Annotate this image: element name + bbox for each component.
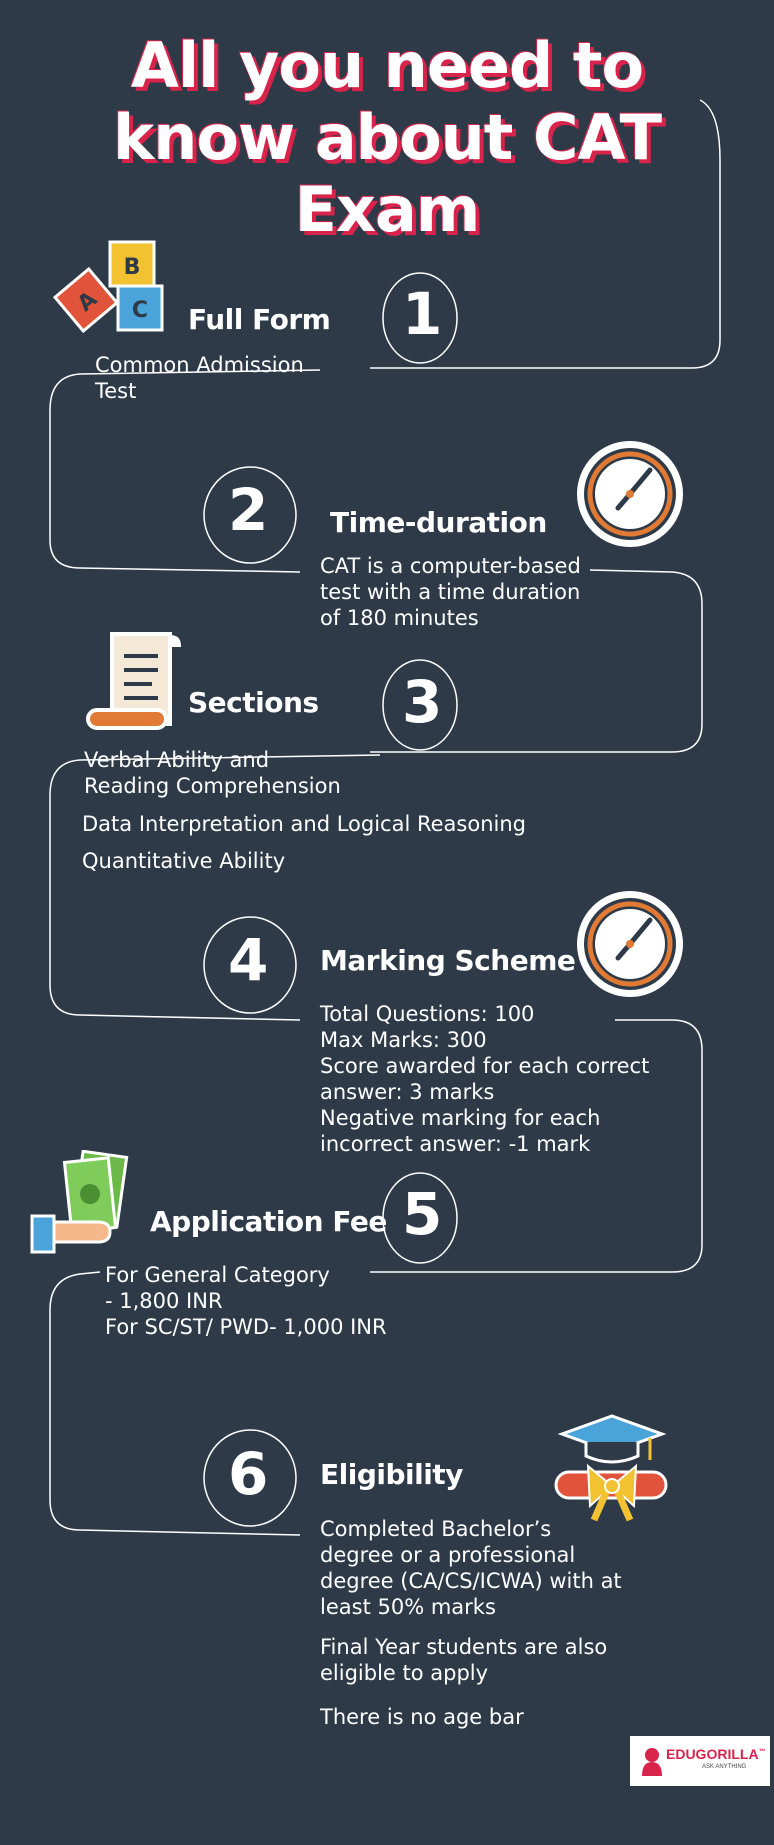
title-line-2: know about CAT bbox=[113, 101, 661, 174]
scroll-icon bbox=[82, 626, 194, 738]
heading-time-duration: Time-duration bbox=[330, 506, 547, 539]
text-line: Completed Bachelor’s bbox=[320, 1517, 552, 1541]
number-2: 2 bbox=[228, 476, 269, 544]
text-line: Common Admission bbox=[95, 353, 304, 377]
body-eligibility-1 bbox=[320, 1516, 622, 1620]
heading-full-form: Full Form bbox=[188, 303, 331, 336]
body-application-fee bbox=[105, 1262, 387, 1340]
text-line: eligible to apply bbox=[320, 1661, 489, 1685]
page-title bbox=[0, 30, 774, 246]
text-line: For SC/ST/ PWD- 1,000 INR bbox=[105, 1315, 387, 1339]
svg-text:C: C bbox=[131, 298, 149, 323]
body-sections-3: Quantitative Ability bbox=[82, 849, 286, 873]
body-time-duration bbox=[320, 553, 581, 631]
text-line: Total Questions: 100 bbox=[320, 1002, 535, 1026]
text-line: CAT is a computer-based bbox=[320, 554, 581, 578]
svg-text:B: B bbox=[123, 255, 141, 280]
svg-text:A: A bbox=[73, 286, 103, 317]
text-line: incorrect answer: -1 mark bbox=[320, 1132, 591, 1156]
text-line: Max Marks: 300 bbox=[320, 1028, 487, 1052]
number-5: 5 bbox=[402, 1180, 443, 1248]
text-line: Test bbox=[95, 379, 137, 403]
number-4: 4 bbox=[228, 926, 269, 994]
trademark-symbol: ™ bbox=[758, 1748, 766, 1756]
body-eligibility-2 bbox=[320, 1634, 607, 1686]
gorilla-icon bbox=[640, 1746, 664, 1776]
text-line: Negative marking for each bbox=[320, 1106, 601, 1130]
money-hand-icon bbox=[28, 1150, 138, 1258]
text-line: For General Category bbox=[105, 1263, 330, 1287]
text-line: least 50% marks bbox=[320, 1595, 496, 1619]
title-line-3: Exam bbox=[294, 173, 480, 246]
logo-name: EDUGORILLA™ bbox=[666, 1746, 766, 1762]
body-sections-2: Data Interpretation and Logical Reasoning bbox=[82, 812, 526, 836]
heading-sections: Sections bbox=[188, 686, 319, 719]
text-line: test with a time duration bbox=[320, 580, 581, 604]
abc-blocks-icon bbox=[52, 236, 172, 344]
graduation-icon bbox=[550, 1410, 674, 1530]
text-line: answer: 3 marks bbox=[320, 1080, 495, 1104]
heading-eligibility: Eligibility bbox=[320, 1458, 463, 1491]
body-eligibility-3: There is no age bar bbox=[320, 1705, 524, 1729]
number-6: 6 bbox=[228, 1440, 269, 1508]
body-sections-1 bbox=[84, 747, 341, 799]
text-line: of 180 minutes bbox=[320, 606, 479, 630]
heading-marking-scheme: Marking Scheme bbox=[320, 944, 576, 977]
text-line: Verbal Ability and bbox=[84, 748, 270, 772]
text-line: degree (CA/CS/ICWA) with at bbox=[320, 1569, 622, 1593]
heading-application-fee: Application Fee bbox=[150, 1205, 387, 1238]
title-line-1: All you need to bbox=[130, 29, 644, 102]
text-line: Reading Comprehension bbox=[84, 774, 341, 798]
body-full-form bbox=[95, 352, 304, 404]
text-line: Final Year students are also bbox=[320, 1635, 608, 1659]
body-marking-scheme bbox=[320, 1001, 649, 1157]
text-line: degree or a professional bbox=[320, 1543, 576, 1567]
edugorilla-logo[interactable] bbox=[630, 1736, 770, 1786]
text-line: - 1,800 INR bbox=[105, 1289, 223, 1313]
number-1: 1 bbox=[402, 280, 443, 348]
clock-icon bbox=[574, 888, 686, 1000]
logo-tagline: ASK ANYTHING bbox=[702, 1764, 747, 1770]
clock-icon bbox=[574, 438, 686, 550]
number-3: 3 bbox=[402, 668, 443, 736]
text-line: Score awarded for each correct bbox=[320, 1054, 650, 1078]
